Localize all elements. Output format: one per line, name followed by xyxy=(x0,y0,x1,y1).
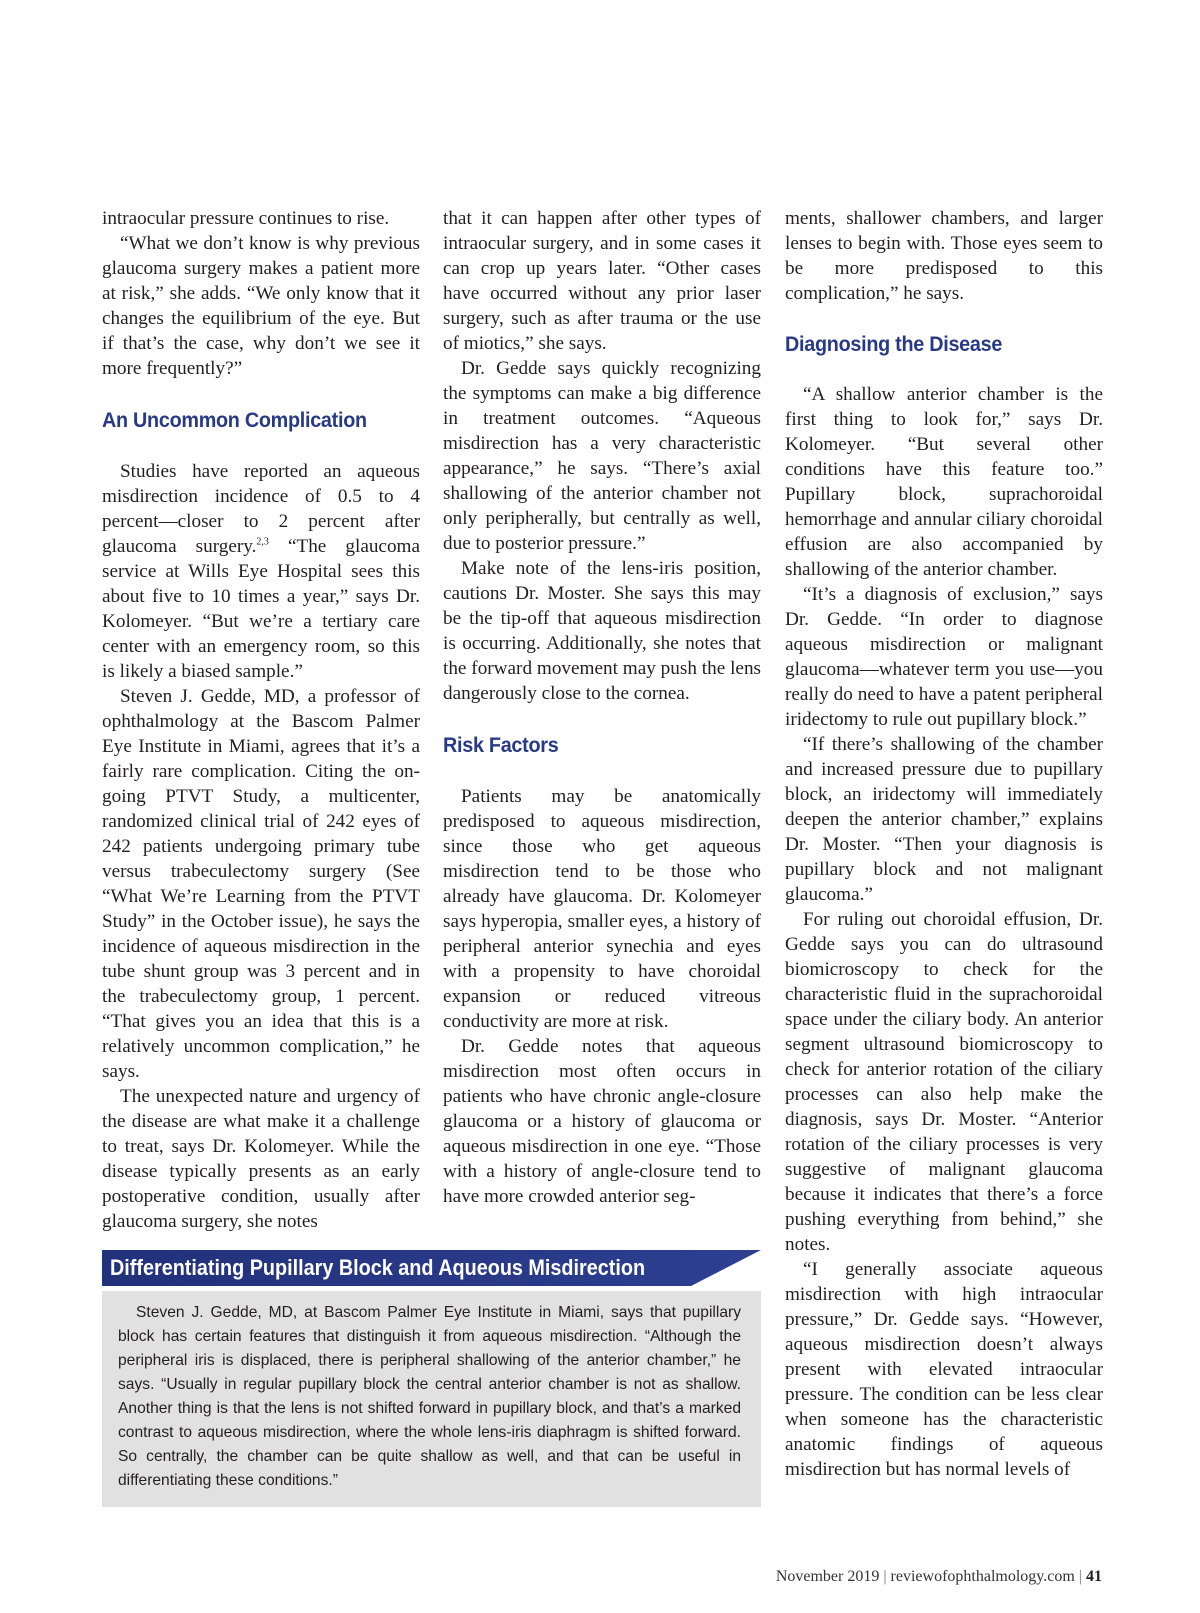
paragraph: Dr. Gedde says quickly recognizing the symptoms can make a big difference in treatment outcomes. “Aqueous misdirection has a very characteristic appearance,” he says. “There’s axial shallowing of the anterior chamber not only peripherally, but centrally as well, due to posterior pressure.” xyxy=(443,358,761,554)
paragraph-text: “The glaucoma service at Wills Eye Hospital sees this about five to 10 times a year,” says Dr. Kolomeyer. “But we’re a tertiary care center with an emergency room, so this is likely a biased sample.” xyxy=(102,536,420,682)
article-column-1 xyxy=(102,206,420,1234)
paragraph: Dr. Gedde notes that aqueous misdirection most often occurs in patients who have chronic angle-closure glaucoma or a history of glaucoma or aqueous misdirection in one eye. “Those with a history of angle-closure tend to have more crowded anterior seg- xyxy=(443,1036,761,1207)
paragraph: that it can happen after other types of intraocular surgery, and in some cases it can crop up years later. “Other cases have occurred without any prior laser surgery, such as after trauma or the use of miotics,” she says. xyxy=(443,208,761,354)
paragraph: “I generally associate aqueous misdirection with high intraocular pressure,” Dr. Gedde says. “However, aqueous misdirection doesn’t always present with elevated intraocular pressure. The condition can be less clear when someone has the characteristic anatomic findings of aqueous misdirection but has normal levels of xyxy=(785,1259,1103,1480)
paragraph: “If there’s shallowing of the chamber and increased pressure due to pupillary block, an iridectomy will immediately deepen the anterior chamber,” explains Dr. Moster. “Then your diagnosis is pupillary block and not malignant glaucoma.” xyxy=(785,734,1103,905)
sidebar-header xyxy=(102,1250,761,1286)
paragraph: Make note of the lens-iris position, cautions Dr. Moster. She says this may be the tip-off that aqueous misdirection is occurring. Additionally, she notes that the forward movement may push the lens dangerously close to the cornea. xyxy=(443,558,761,704)
paragraph: ments, shallower chambers, and larger lenses to begin with. Those eyes seem to be more predisposed to this complication,” he says. xyxy=(785,208,1103,304)
page-number: 41 xyxy=(1086,1568,1102,1585)
sidebar-body xyxy=(102,1291,761,1507)
paragraph: For ruling out choroidal effusion, Dr. Gedde says you can do ultrasound biomicroscopy to check for the characteristic fluid in the suprachoroidal space under the ciliary body. An anterior segment ultrasound biomicroscopy to check for anterior rotation of the ciliary processes can also help make the diagnosis, says Dr. Moster. “Anterior rotation of the ciliary processes is very suggestive of malignant glaucoma because it indicates that there’s a force pushing everything from behind,” she notes. xyxy=(785,909,1103,1255)
paragraph: “It’s a diagnosis of exclusion,” says Dr. Gedde. “In order to diagnose aqueous misdirection or malignant glaucoma—whatever term you use—you really do need to have a patent peripheral iridectomy to rule out pupillary block.” xyxy=(785,584,1103,730)
sidebar-title: Differentiating Pupillary Block and Aqueous Misdirection xyxy=(110,1255,646,1280)
section-heading-uncommon-complication: An Uncommon Complication xyxy=(102,408,367,432)
paragraph: The unexpected nature and urgency of the disease are what make it a challenge to treat, says Dr. Kolomeyer. While the disease typically presents as an early postoperative condition, usually after glaucoma surgery, she notes xyxy=(102,1086,420,1232)
issue-date: November 2019 xyxy=(775,1568,880,1585)
footer-separator: | xyxy=(883,1568,887,1585)
footer-separator: | xyxy=(1078,1568,1082,1585)
section-heading-diagnosing-the-disease: Diagnosing the Disease xyxy=(785,332,1003,356)
article-column-2 xyxy=(443,206,761,1209)
article-column-3 xyxy=(785,206,1103,1482)
paragraph-text: Studies have reported an aqueous misdirection incidence of 0.5 to 4 percent—closer to 2 percent after glaucoma surgery. xyxy=(102,461,420,557)
section-heading-risk-factors: Risk Factors xyxy=(443,733,559,757)
paragraph: “A shallow anterior chamber is the first thing to look for,” says Dr. Kolomeyer. “But several other conditions have this feature too.” Pupillary block, suprachoroidal hemorrhage and annular ciliary choroidal effusion are also accompanied by shallowing of the anterior chamber. xyxy=(785,384,1103,580)
paragraph: “What we don’t know is why previous glaucoma surgery makes a patient more at risk,” she adds. “We only know that it changes the equilibrium of the eye. But if that’s the case, why don’t we see it more frequently?” xyxy=(102,233,420,379)
paragraph: intraocular pressure continues to rise. xyxy=(102,208,390,229)
paragraph xyxy=(102,459,420,684)
sidebar-box xyxy=(102,1250,761,1507)
paragraph: Patients may be anatomically predisposed to aqueous misdirection, since those who get aqueous misdirection tend to be those who already have glaucoma. Dr. Kolomeyer says hyperopia, smaller eyes, a history of peripheral anterior synechia and eyes with a propensity to have choroidal expansion or reduced vitreous conductivity are more at risk. xyxy=(443,786,761,1032)
sidebar-text: Steven J. Gedde, MD, at Bascom Palmer Eye Institute in Miami, says that pupillary block has certain features that distinguish it from aqueous misdirection. “Although the peripheral iris is displaced, there is peripheral shallowing of the anterior chamber,” he says. “Usually in regular pupillary block the central anterior chamber is not as shallow. Another thing is that the lens is not shifted forward in pupillary block, and that’s a marked contrast to aqueous misdirection, where the whole lens-iris diaphragm is shifted forward. So centrally, the chamber can be quite shallow as well, and that can be useful in differentiating these conditions.” xyxy=(118,1304,741,1489)
page-footer xyxy=(776,1568,1102,1586)
website-link[interactable]: reviewofophthalmology.com xyxy=(890,1568,1075,1585)
reference-superscript: 2,3 xyxy=(256,536,269,548)
paragraph: Steven J. Gedde, MD, a professor of ophthalmology at the Bascom Palmer Eye Institute in Miami, agrees that it’s a fairly rare complication. Citing the on-going PTVT Study, a multicenter, randomized clinical trial of 242 eyes of 242 patients undergoing primary tube versus trabeculectomy surgery (See “What We’re Learning from the PTVT Study” in the October issue), he says the incidence of aqueous misdirection in the tube shunt group was 3 percent and in the trabeculectomy group, 1 percent. “That gives you an idea that this is a relatively uncommon complication,” he says. xyxy=(102,686,420,1082)
